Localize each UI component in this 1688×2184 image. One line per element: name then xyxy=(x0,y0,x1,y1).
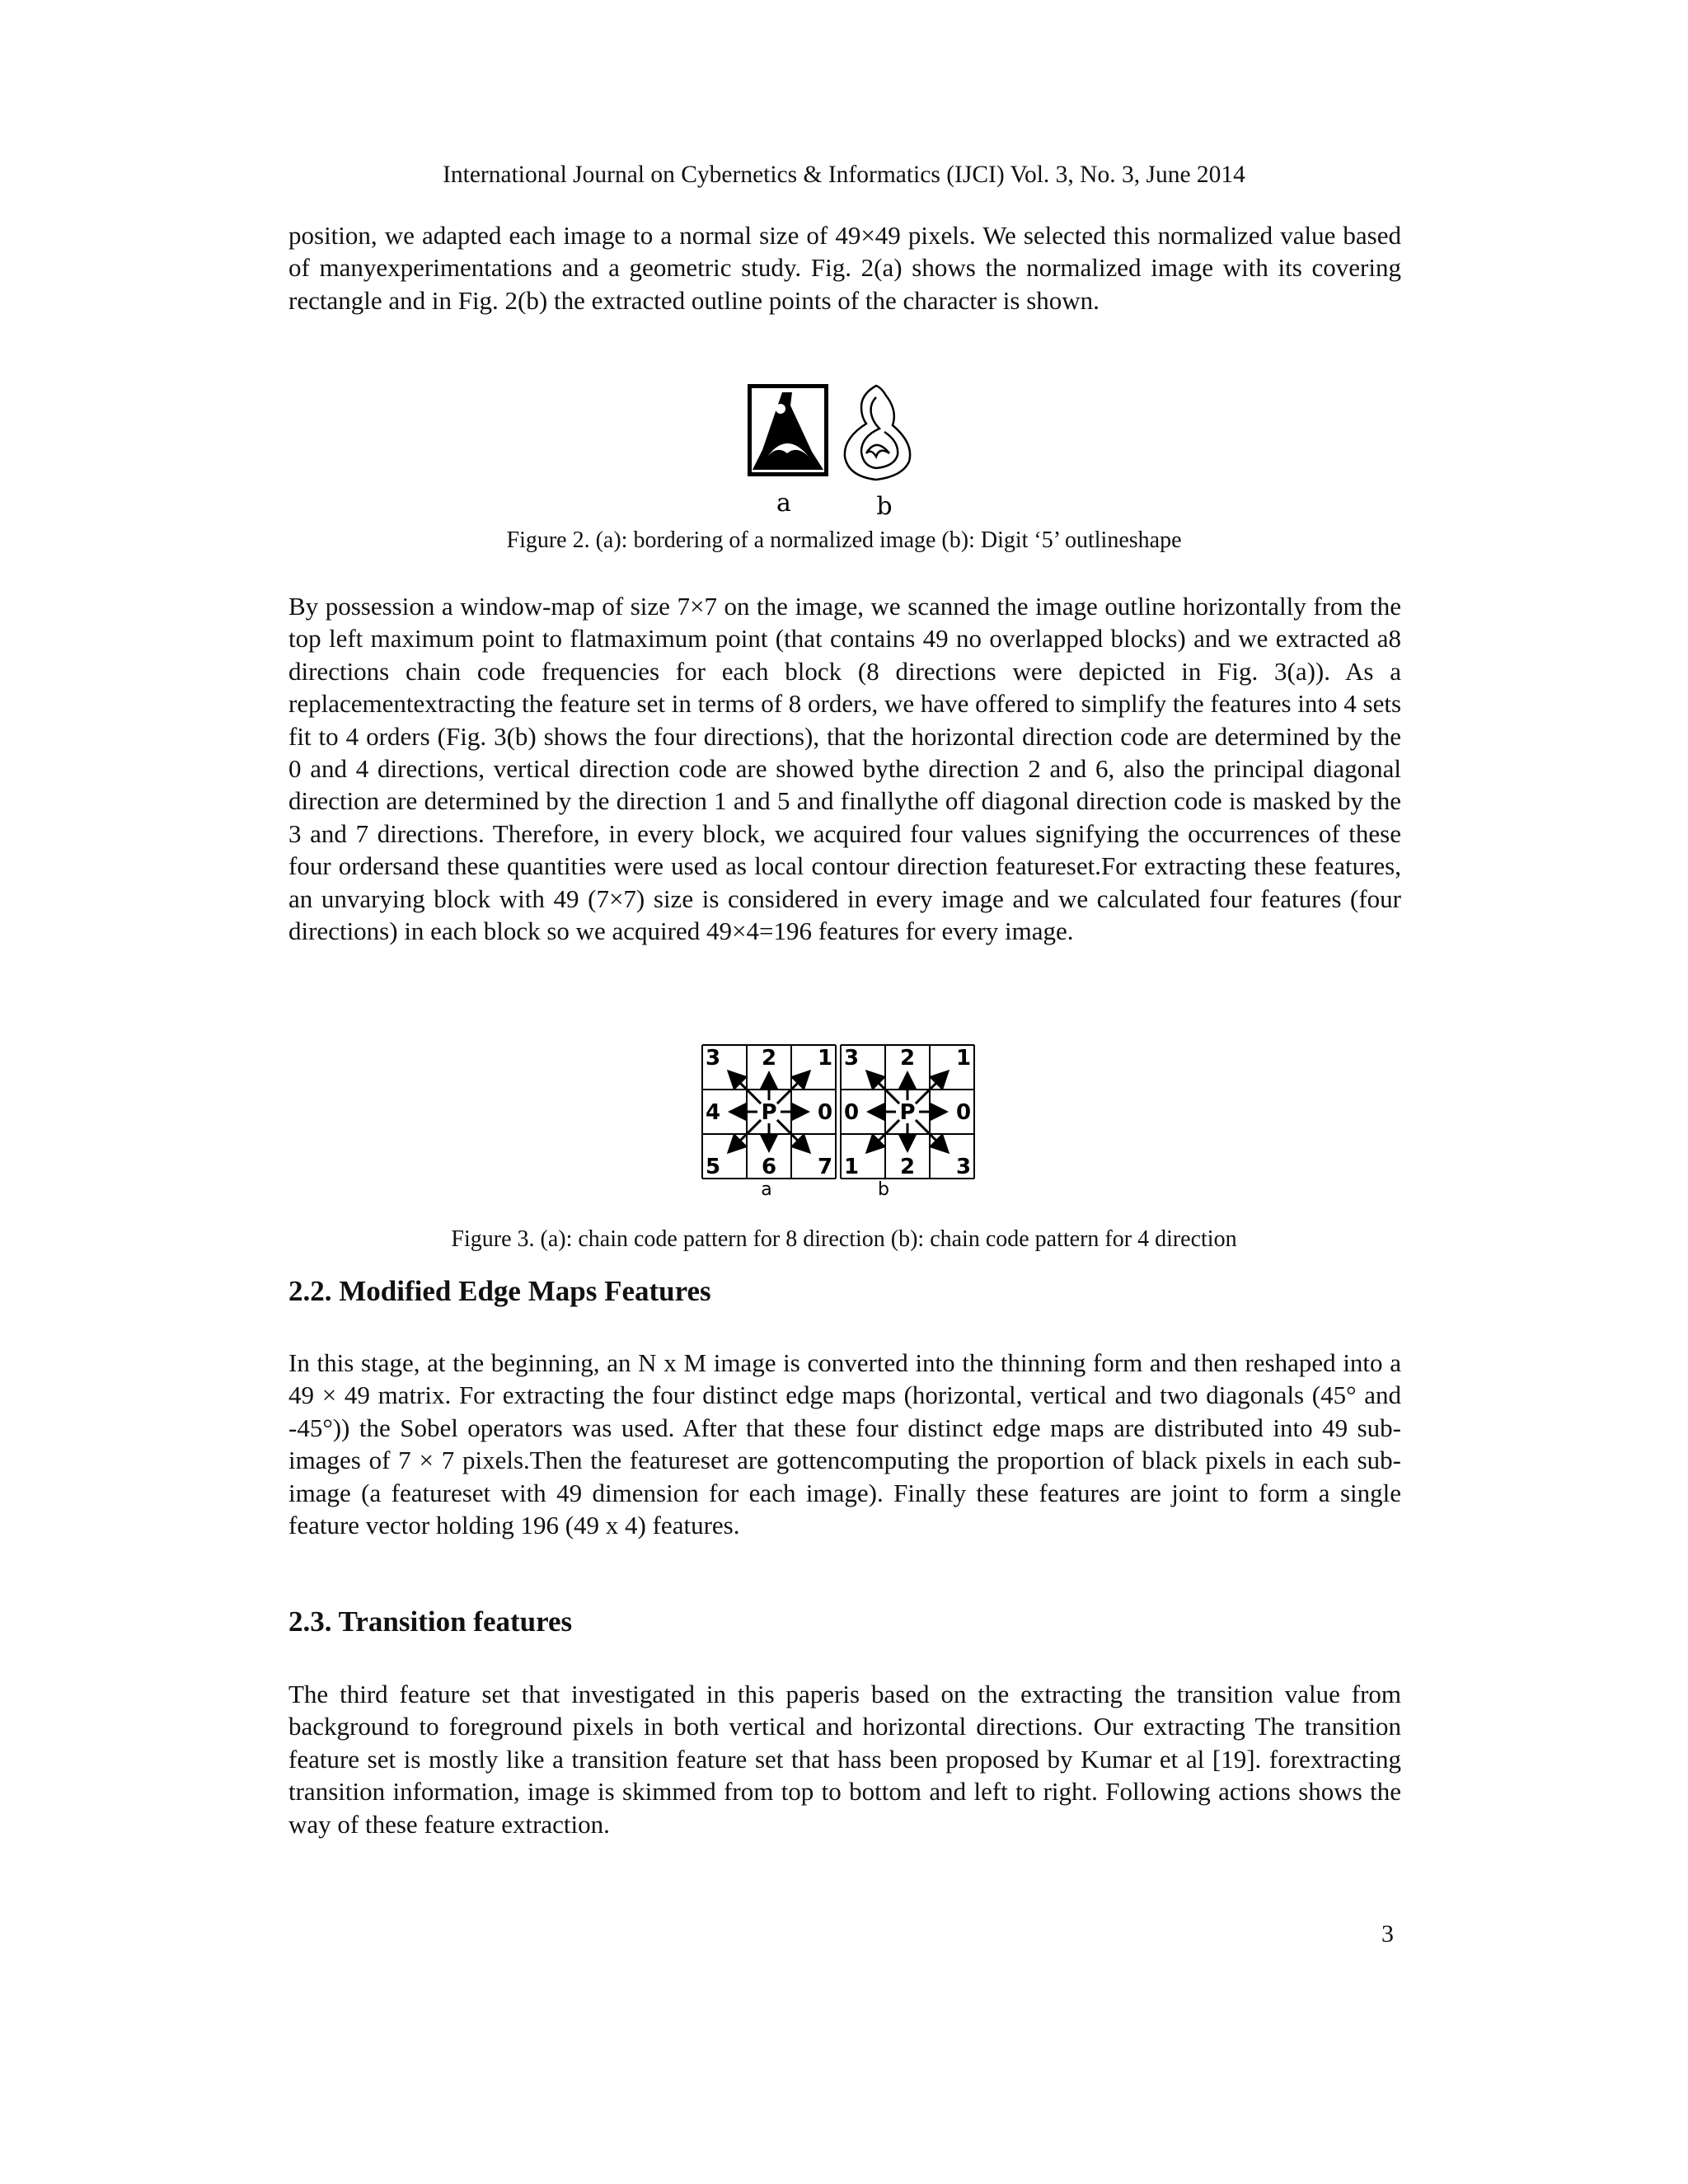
figure-3b-grid xyxy=(841,1045,974,1179)
figure-3b-arrow xyxy=(869,1073,899,1104)
paragraph-edge-maps: In this stage, at the beginning, an N x M image is converted into the thinning form and then reshaped into a 49 × 49 matrix. For extracting the four distinct edge maps (horizontal, vertical and two diagonals (45° and -45°)) the Sobel operators was used. After that these four distinct edge maps are distributed into 49 sub-images of 7 × 7 pixels.Then the featureset are gottencomputing the proportion of black pixels in each sub-image (a featureset with 49 dimension for each image). Finally these features are joint to form a single feature vector holding 196 (49 x 4) features. xyxy=(288,1348,1401,1540)
paragraph-normalization: position, we adapted each image to a normal size of 49×49 pixels. We selected this normalized value based of manyexperimentations and a geometric study. Fig. 2(a) shows the normalized image with its covering rectangle and in Fig. 2(b) the extracted outline points of the character is shown. xyxy=(288,221,1401,315)
figure-3a-cell-label: 6 xyxy=(761,1155,777,1179)
page-number: 3 xyxy=(1381,1920,1394,1947)
figure-3b-cell-label: 3 xyxy=(843,1046,860,1071)
paragraph-chain-code: By possession a window-map of size 7×7 on the image, we scanned the image outline horizontally from the top left maximum point to flatmaximum point (that contains 49 no overlapped blocks) and we extracted a8 directions chain code frequencies for each block (8 directions were depicted in Fig. 3(a)). As a replacementextracting the feature set in terms of 8 orders, we have offered to simplify the features into 4 sets fit to 4 orders (Fig. 3(b) shows the four directions), that the horizontal direction code are determined by the 0 and 4 directions, vertical direction code are showed bythe direction 2 and 6, also the principal diagonal direction are determined by the direction 1 and 5 and finallythe off diagonal direction code is masked by the 3 and 7 directions. Therefore, in every block, we acquired four values signifying the occurrences of these four ordersand these quantities were used as local contour direction featureset.For extracting these features, an unvarying block with 49 (7×7) size is considered in every image and we calculated four features (four directions) in each block so we acquired 49×4=196 features for every image. xyxy=(288,592,1402,946)
figure-3b-arrow xyxy=(916,1120,946,1151)
figure-3a-cell-label: 3 xyxy=(705,1046,721,1071)
figure-3-image xyxy=(699,1040,979,1197)
figure-3b-cell-label: 0 xyxy=(843,1100,860,1125)
figure-3-caption: Figure 3. (a): chain code pattern for 8 direction (b): chain code pattern for 4 direction xyxy=(451,1226,1237,1252)
figure-3b-arrow xyxy=(869,1120,899,1151)
figure-3b-cell-label: 0 xyxy=(955,1100,972,1125)
figure-3b-cell-label: 3 xyxy=(955,1155,972,1179)
figure-2-image xyxy=(738,377,952,526)
journal-header: International Journal on Cybernetics & Informatics (IJCI) Vol. 3, No. 3, June 2014 xyxy=(443,162,1245,188)
figure-3b-cell-label: P xyxy=(899,1100,916,1125)
figure-2b-outline-shape xyxy=(845,386,910,480)
figure-3a-label: a xyxy=(761,1179,772,1197)
section-heading-2-2: 2.2. Modified Edge Maps Features xyxy=(288,1275,711,1307)
figure-3a-grid xyxy=(702,1045,836,1179)
figure-3a-cell-label: P xyxy=(761,1100,777,1125)
figure-3a-cell-label: 0 xyxy=(817,1100,833,1125)
figure-3a-arrow xyxy=(777,1120,808,1151)
figure-2a-label: a xyxy=(776,489,791,518)
figure-3a-arrow xyxy=(730,1073,761,1104)
figure-3b-arrow xyxy=(916,1073,946,1104)
figure-3a-cell-label: 1 xyxy=(817,1046,833,1071)
figure-3b-cell-label: 1 xyxy=(843,1155,860,1179)
figure-2-caption: Figure 2. (a): bordering of a normalized image (b): Digit ‘5’ outlineshape xyxy=(506,527,1182,553)
section-heading-2-3: 2.3. Transition features xyxy=(288,1605,573,1638)
figure-3b-cell-label: 1 xyxy=(955,1046,972,1071)
figure-3a-arrow xyxy=(777,1073,808,1104)
figure-3b-cell-label: 2 xyxy=(899,1155,916,1179)
figure-3a-cell-label: 4 xyxy=(705,1100,721,1125)
figure-3a-arrow xyxy=(730,1120,761,1151)
figure-2a-normalized-image xyxy=(748,384,828,476)
figure-3b-cell-label: 2 xyxy=(899,1046,916,1071)
figure-3a-cell-label: 5 xyxy=(705,1155,721,1179)
figure-3a-cell-label: 2 xyxy=(761,1046,777,1071)
figure-3b-label: b xyxy=(878,1179,889,1197)
figure-2b-label: b xyxy=(876,492,893,521)
paragraph-transition: The third feature set that investigated in this paperis based on the extracting the transition value from background to foreground pixels in both vertical and horizontal directions. Our extracting The transition feature set is mostly like a transition feature set that hass been proposed by Kumar et al [19]. forextracting transition information, image is skimmed from top to bottom and left to right. Following actions shows the way of these feature extraction. xyxy=(288,1680,1401,1839)
figure-3a-cell-label: 7 xyxy=(817,1155,833,1179)
